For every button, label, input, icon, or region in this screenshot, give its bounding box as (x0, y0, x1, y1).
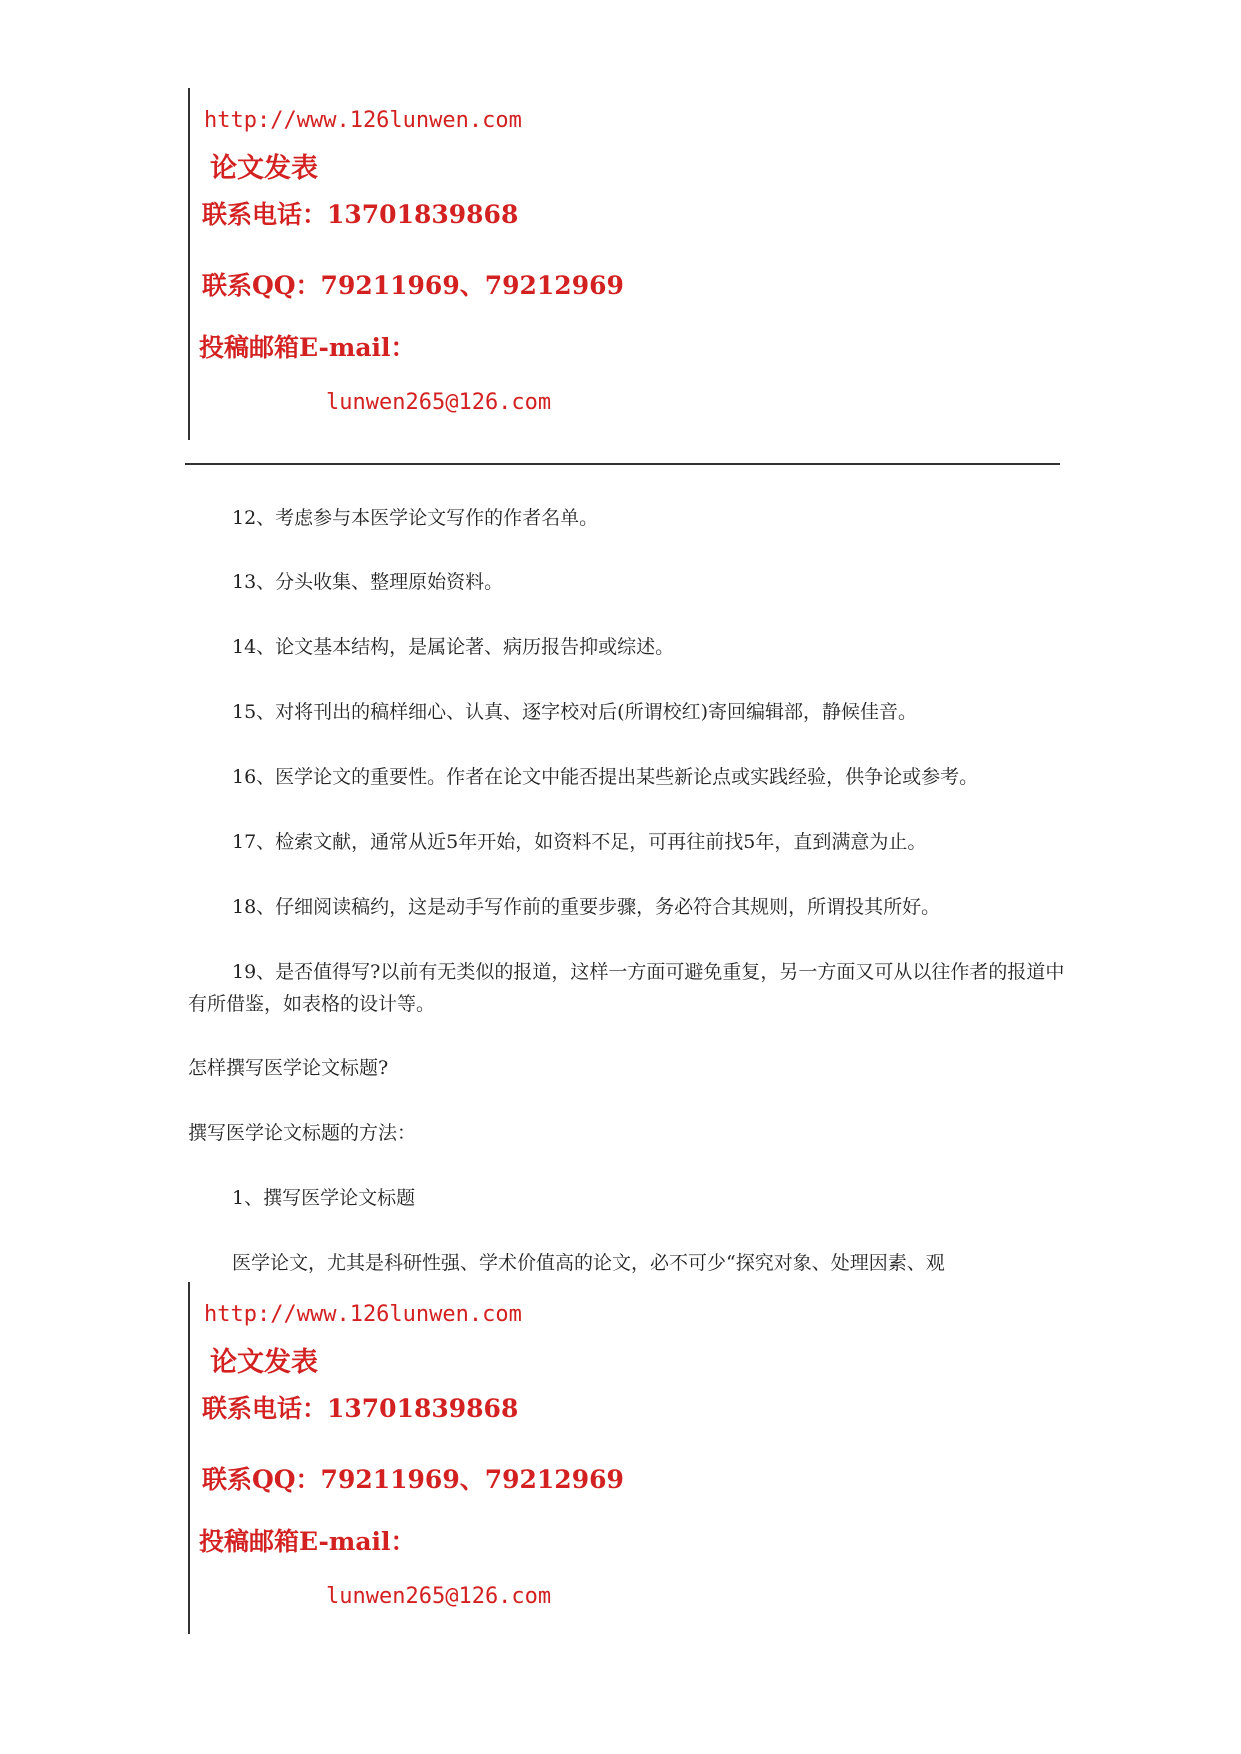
ad-email[interactable]: lunwen265@126.com (326, 390, 552, 415)
list-item-17: 17、检索文献，通常从近5年开始，如资料不足，可再往前找5年，直到满意为止。 (232, 831, 927, 853)
contact-ad-block-bottom (188, 1282, 624, 1634)
ad-url[interactable]: http://www.126lunwen.com (204, 1302, 522, 1327)
body-paragraph: 医学论文，尤其是科研性强、学术价值高的论文，必不可少“探究对象、处理因素、观 (232, 1252, 945, 1274)
subheading-1: 1、撰写医学论文标题 (232, 1187, 416, 1209)
question-heading: 怎样撰写医学论文标题? (188, 1057, 389, 1079)
list-item-16: 16、医学论文的重要性。作者在论文中能否提出某些新论点或实践经验，供争论或参考。 (232, 766, 979, 788)
list-item-13: 13、分头收集、整理原始资料。 (232, 571, 504, 593)
list-item-15: 15、对将刊出的稿样细心、认真、逐字校对后(所谓校红)寄回编辑部，静候佳音。 (232, 701, 918, 723)
list-item-18: 18、仔细阅读稿约，这是动手写作前的重要步骤，务必符合其规则，所谓投其所好。 (232, 896, 941, 918)
ad-qq: 联系QQ：79211969、79212969 (202, 1465, 624, 1494)
ad-qq: 联系QQ：79211969、79212969 (202, 271, 624, 300)
ad-phone: 联系电话：13701839868 (202, 200, 519, 229)
ad-email-label: 投稿邮箱E-mail： (199, 1527, 416, 1556)
ad-url[interactable]: http://www.126lunwen.com (204, 108, 522, 133)
list-item-14: 14、论文基本结构，是属论著、病历报告抑或综述。 (232, 636, 675, 658)
divider-rule (185, 463, 1060, 465)
contact-ad-block-top (188, 88, 624, 440)
ad-email[interactable]: lunwen265@126.com (326, 1584, 552, 1609)
ad-title: 论文发表 (210, 1347, 318, 1378)
list-item-19: 19、是否值得写?以前有无类似的报道，这样一方面可避免重复，另一方面又可从以往作者的报道中有所借鉴，如表格的设计等。 (188, 961, 1065, 1015)
ad-email-label: 投稿邮箱E-mail： (199, 333, 416, 362)
method-heading: 撰写医学论文标题的方法： (188, 1122, 417, 1144)
ad-phone: 联系电话：13701839868 (202, 1394, 519, 1423)
list-item-12: 12、考虑参与本医学论文写作的作者名单。 (232, 507, 599, 529)
ad-title: 论文发表 (210, 153, 318, 184)
